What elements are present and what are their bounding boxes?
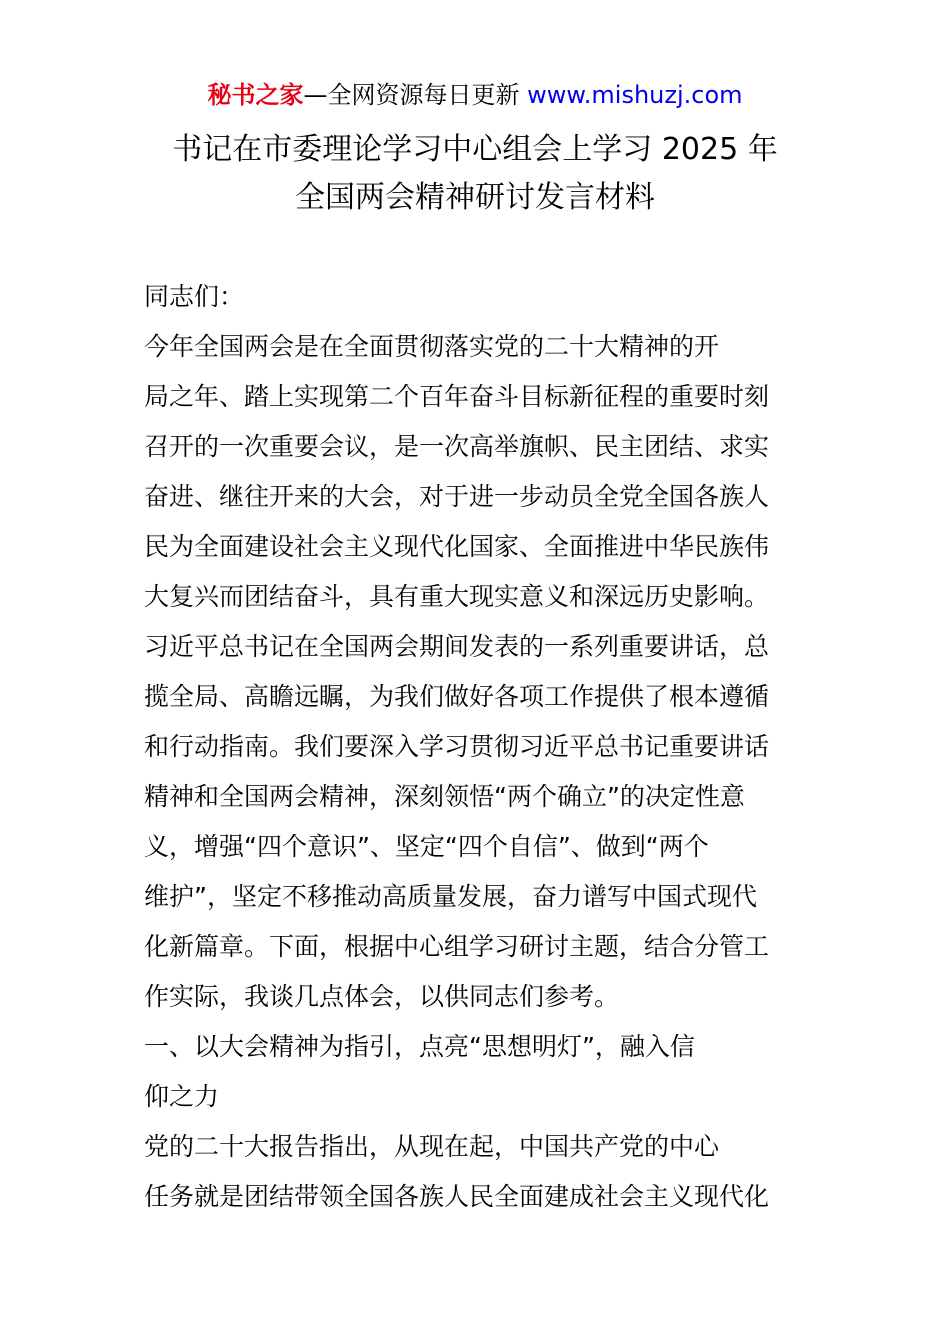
body-line-2: 局之年、踏上实现第二个百年奋斗目标新征程的重要时刻	[144, 382, 770, 411]
body-line-5: 民为全面建设社会主义现代化国家、全面推进中华民族伟	[144, 532, 770, 561]
body-line-12: 维护”，坚定不移推动高质量发展，奋力谱写中国式现代	[144, 882, 757, 911]
site-banner	[0, 78, 950, 112]
body-line-1: 今年全国两会是在全面贯彻落实党的二十大精神的开	[144, 332, 720, 361]
body-line-7: 习近平总书记在全国两会期间发表的一系列重要讲话，总	[144, 632, 770, 661]
body-line-4: 奋进、继往开来的大会，对于进一步动员全党全国各族人	[144, 482, 770, 511]
body-line-14: 作实际，我谈几点体会，以供同志们参考。	[144, 982, 620, 1011]
document-title-line-1: 书记在市委理论学习中心组会上学习 2025 年	[172, 132, 778, 167]
banner-brand: 秘书之家	[207, 81, 304, 109]
section-heading-line-1: 一、以大会精神为指引，点亮“思想明灯”，融入信	[144, 1032, 695, 1061]
banner-tagline: —全网资源每日更新	[303, 81, 528, 109]
section-heading-line-2: 仰之力	[144, 1082, 220, 1111]
body-line-11: 义，增强“四个意识”、坚定“四个自信”、做到“两个	[144, 832, 709, 861]
body-line-8: 揽全局、高瞻远瞩，为我们做好各项工作提供了根本遵循	[144, 682, 770, 711]
body-line-9: 和行动指南。我们要深入学习贯彻习近平总书记重要讲话	[144, 732, 770, 761]
salutation: 同志们：	[144, 282, 245, 311]
body-line-18: 任务就是团结带领全国各族人民全面建成社会主义现代化	[144, 1182, 770, 1211]
body-line-13: 化新篇章。下面，根据中心组学习研讨主题，结合分管工	[144, 932, 770, 961]
document-title-line-2: 全国两会精神研讨发言材料	[295, 180, 655, 215]
body-line-10: 精神和全国两会精神，深刻领悟“两个确立”的决定性意	[144, 782, 745, 811]
body-line-17: 党的二十大报告指出，从现在起，中国共产党的中心	[144, 1132, 720, 1161]
banner-url-link[interactable]: www.mishuzj.com	[527, 81, 743, 109]
body-line-3: 召开的一次重要会议，是一次高举旗帜、民主团结、求实	[144, 432, 770, 461]
body-line-6: 大复兴而团结奋斗，具有重大现实意义和深远历史影响。	[144, 582, 770, 611]
